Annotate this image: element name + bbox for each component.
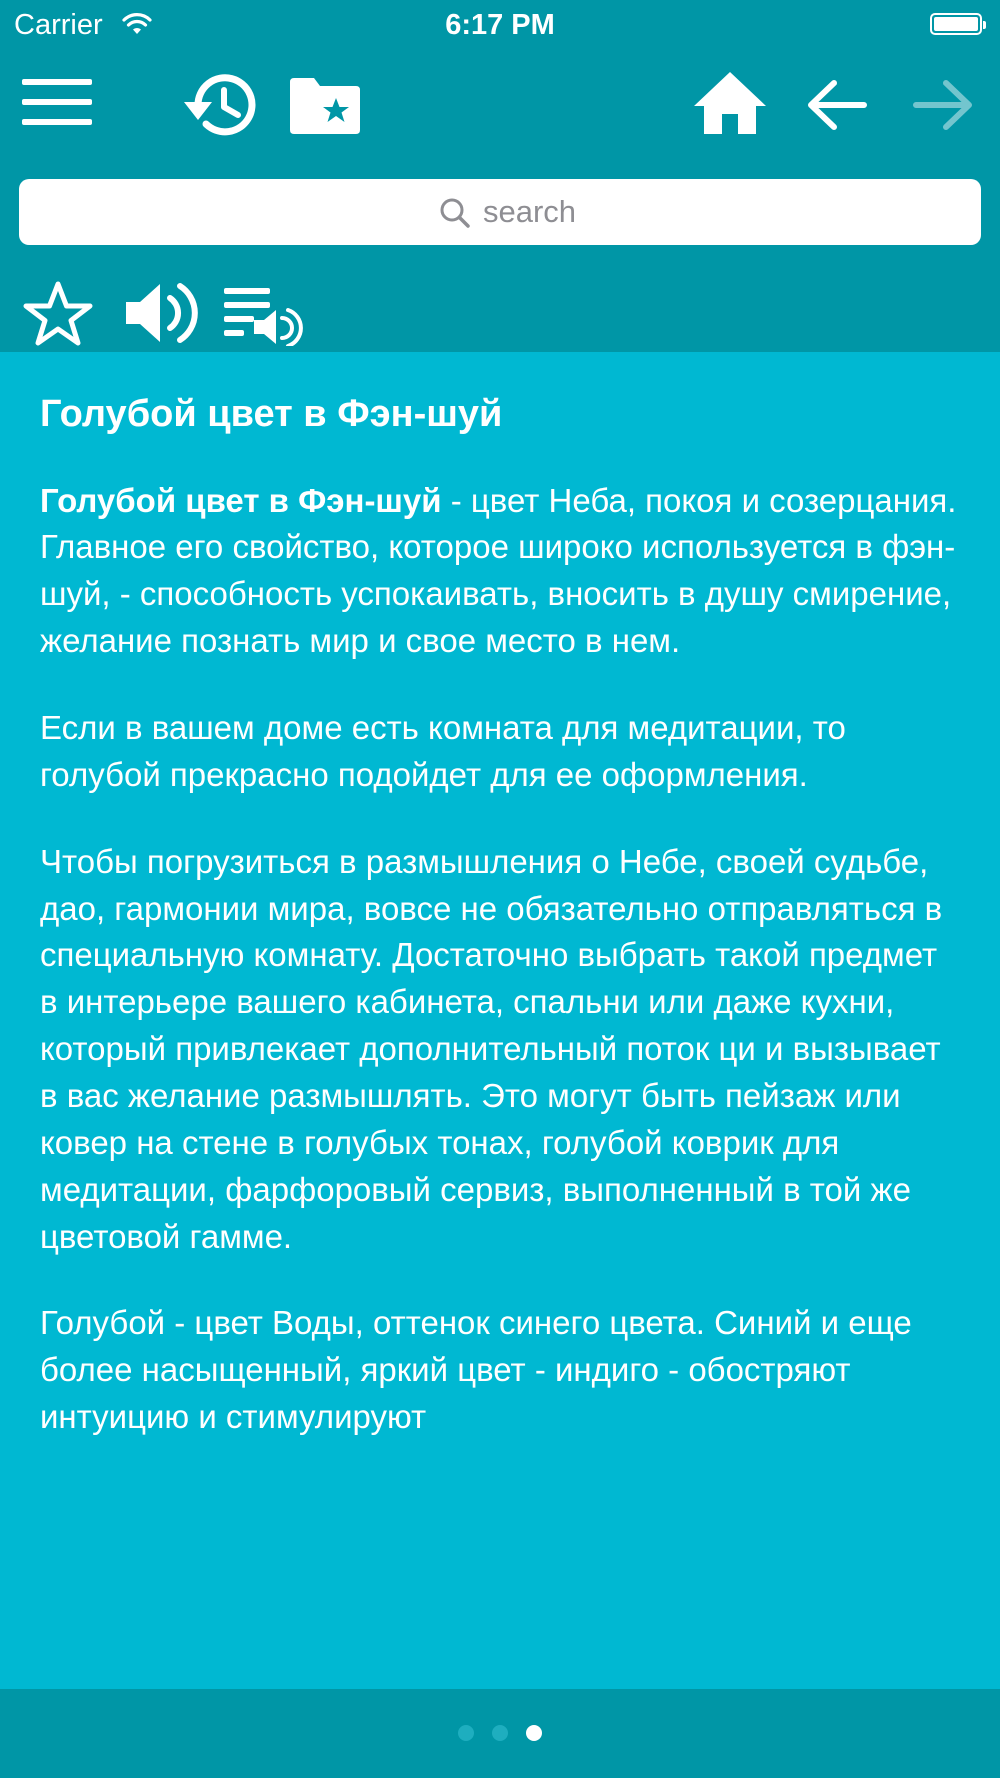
article xyxy=(40,392,960,1481)
battery-level xyxy=(934,17,978,31)
status-time: 6:17 PM xyxy=(445,9,555,41)
search-bar xyxy=(19,179,981,245)
article-paragraph-text: - цвет Неба, покоя и созерцания. Главное его свойство, которое широко используется в фэн-шуй, - способность успокаивать, вносить в душу смирение, желание познать мир и свое место в нем. xyxy=(40,481,957,660)
bottom-bar xyxy=(0,1689,1000,1778)
top-bar xyxy=(0,0,1000,352)
home-icon[interactable] xyxy=(692,70,768,136)
history-icon[interactable] xyxy=(176,70,258,140)
search-input[interactable] xyxy=(483,189,783,235)
menu-icon[interactable] xyxy=(22,75,94,129)
favorites-folder-icon[interactable] xyxy=(288,76,362,136)
article-term: Голубой цвет в Фэн-шуй xyxy=(40,481,442,519)
article-content[interactable] xyxy=(0,352,1000,1689)
search-icon xyxy=(439,197,471,229)
forward-arrow-icon[interactable] xyxy=(912,78,974,132)
carrier-label: Carrier xyxy=(14,9,103,41)
page-dot[interactable] xyxy=(526,1725,542,1741)
battery-icon xyxy=(930,13,982,35)
article-paragraph: Чтобы погрузиться в размышления о Небе, своей судьбе, дао, гармонии мира, вовсе не обязательно отправляться в специальную комнату. Достаточно выбрать такой предмет в интерьере вашего кабинета, спальни или даже кухни, который привлекает дополнительный поток ци и вызывает в вас желание размышлять. Это могут быть пейзаж или ковер на стене в голубых тонах, голубой коврик для медитации, фарфоровый сервиз, выполненный в той же цветовой гамме. xyxy=(40,842,943,1255)
speaker-icon[interactable] xyxy=(124,280,198,346)
page-indicator[interactable] xyxy=(0,1725,1000,1741)
star-icon[interactable] xyxy=(22,280,94,348)
page-dot[interactable] xyxy=(458,1725,474,1741)
playlist-audio-icon[interactable] xyxy=(224,286,304,346)
status-bar xyxy=(0,0,1000,52)
article-paragraph: Если в вашем доме есть комната для медитации, то голубой прекрасно подойдет для ее оформления. xyxy=(40,709,846,793)
article-paragraph: Голубой - цвет Воды, оттенок синего цвета. Синий и еще более насыщенный, яркий цвет - индиго - обостряют интуицию и стимулируют xyxy=(40,1304,912,1436)
back-arrow-icon[interactable] xyxy=(806,78,868,132)
article-paragraph xyxy=(40,478,960,665)
page-dot[interactable] xyxy=(492,1725,508,1741)
article-title: Голубой цвет в Фэн-шуй xyxy=(40,393,503,435)
